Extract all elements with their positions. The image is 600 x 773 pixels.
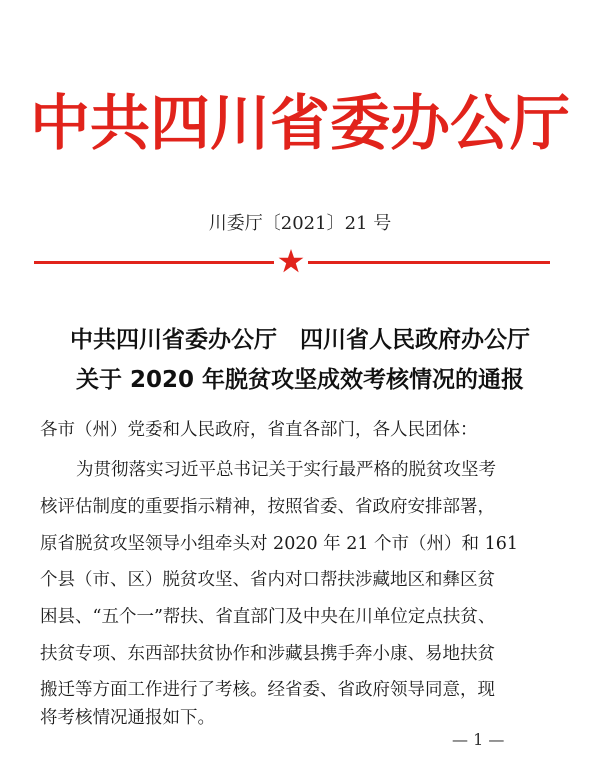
header-rule-right: [308, 261, 550, 264]
star-shape: [279, 249, 304, 272]
body-line-3: 原省脱贫攻坚领导小组牵头对 2020 年 21 个市（州）和 161: [40, 534, 519, 554]
body-line-1: 为贯彻落实习近平总书记关于实行最严格的脱贫攻坚考: [76, 460, 496, 480]
body-line-5: 困县、“五个一”帮扶、省直部门及中央在川单位定点扶贫、: [40, 607, 496, 627]
notice-title-line-1: 中共四川省委办公厅 四川省人民政府办公厅: [70, 327, 530, 353]
document-number: 川委厅〔2021〕21 号: [208, 213, 392, 234]
notice-title-line-2: 关于 2020 年脱贫攻坚成效考核情况的通报: [75, 367, 525, 393]
body-line-7: 搬迁等方面工作进行了考核。经省委、省政府领导同意，现: [40, 680, 495, 700]
header-rule-left: [34, 261, 274, 264]
body-line-4: 个县（市、区）脱贫攻坚、省内对口帮扶涉藏地区和彝区贫: [40, 570, 495, 590]
page-number: — 1 —: [452, 730, 505, 749]
body-line-6: 扶贫专项、东西部扶贫协作和涉藏县携手奔小康、易地扶贫: [40, 644, 495, 664]
header-title: 中共四川省委办公厅: [30, 89, 570, 159]
salutation: 各市（州）党委和人民政府，省直各部门，各人民团体：: [40, 420, 478, 440]
star-icon: [278, 248, 304, 274]
body-line-2: 核评估制度的重要指示精神，按照省委、省政府安排部署，: [40, 497, 495, 517]
body-line-8: 将考核情况通报如下。: [40, 708, 215, 728]
